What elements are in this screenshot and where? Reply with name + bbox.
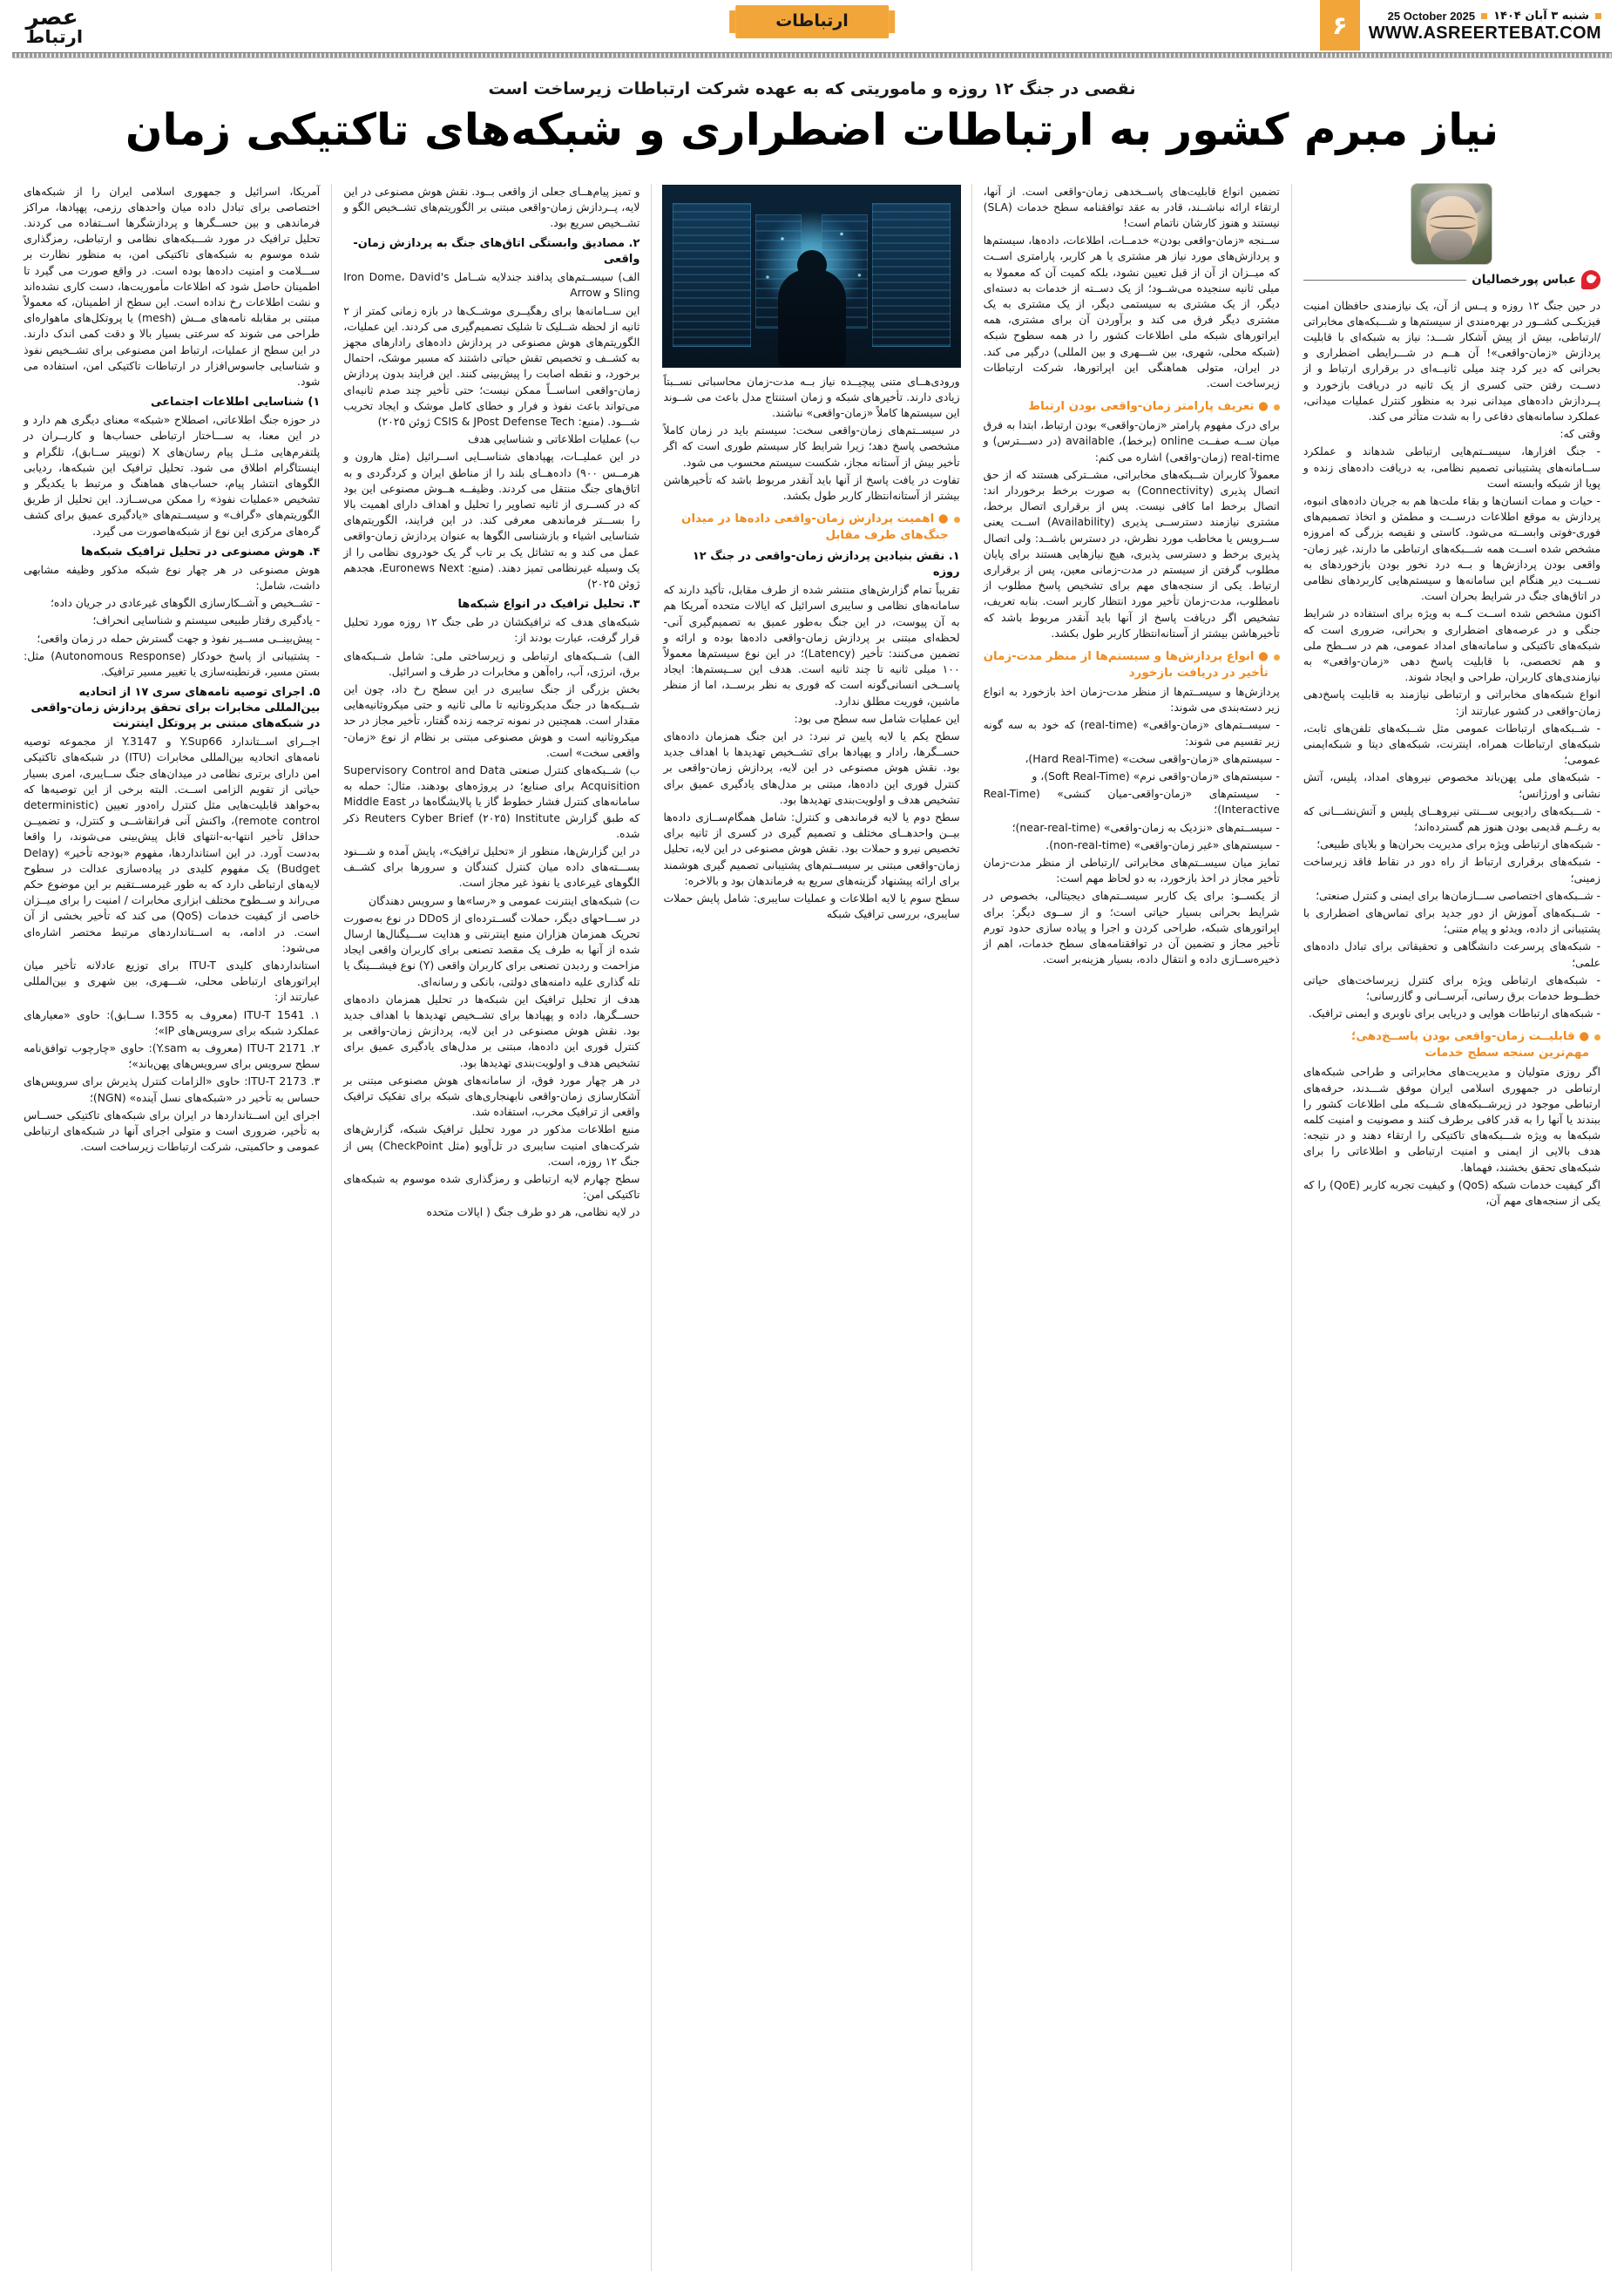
page-number: ۶ xyxy=(1320,0,1360,51)
rocket-badge-icon xyxy=(1581,270,1600,289)
paragraph: - سیستم‌های «زمان-واقعی نرم» (Soft Real-Time)، و xyxy=(1032,769,1280,783)
paragraph: در ســـاحهای دیگر، حملات گســترده‌ای از DDoS در نوع به‌صورت تحریک همزمان هزاران منبع اینترنتی و هدایت ســـیگنال‌ها ارسال شده از آنها به طرف یک مقصد تصنعی برای کاربران واقعی ایجاد مزاحمت و ردبدن تصنعی برای کاربران واقعی (Y) نوع فیشـــینگ یا تله گذاری علیه دامنه‌های دولتی، بانکی و رسانه‌ای. xyxy=(343,911,640,988)
paragraph: - حیات و ممات انسان‌ها و بقاء ملت‌ها هم به جریان داده‌های انبوه، پردازش به موقع اطلاعات درســت و مطمئن و اتخاذ تصمیم‌های فوری-فوتی وابســته می‌شود. کاستی و نقیصه بزرگی که امروزه مشخص شده اســت همه شـــبکه‌های ارتباطی ما دارند، غیر زمان-واقعی بودن پردازش‌ها و بــه درد نخور بودن بازخوردهای به نســبت دیر هنگام این سامانه‌ها و سیستم‌هایی کاربردهای نظامی در اتاق‌های جنگ در شرایط بحران است. xyxy=(1303,493,1600,603)
paragraph: بخش بزرگی از جنگ سایبری در این سطح رخ داد، چون این شــبکه‌ها در جنگ مدیکروتانیه تا مالی ثانیه و حتی میکروثانیه‌هایی مقدار است. همچنین در نمونه ترجمه زنده گفتار، تأخیر مجاز در حد میکروثانیه است و هوش مصنوعی مبتنی بر نظام از نوع «زمان-واقعی سخت» است. xyxy=(343,681,640,759)
paragraph: در لایه نظامی، هر دو طرف جنگ ( ایالات متحده xyxy=(426,1205,640,1219)
sub-heading: ۱. نقش بنیادین پردازش زمان-واقعی در جنگ ۱۲ روزه xyxy=(692,550,960,580)
column-5 xyxy=(1292,184,1612,2271)
hero-silhouette xyxy=(778,269,846,367)
article-columns xyxy=(12,184,1612,2271)
paragraph: - یادگیری رفتار طبیعی سیستم و شناسایی انحراف؛ xyxy=(92,614,321,627)
paragraph: ۲. ITU-T 2171 (معروف به Y.sam): حاوی «چارچوب توافق‌نامه سطح سرویس برای سرویس‌های پهن‌باند»؛ xyxy=(24,1041,321,1071)
paragraph: ت) شبکه‌های اینترنت عمومی و «رسا»ها و سرویس دهندگان xyxy=(368,893,640,907)
masthead-divider xyxy=(12,52,1612,58)
masthead-meta xyxy=(1360,0,1612,51)
section-heading: ● اهمیت پردازش زمان-واقعی داده‌ها در میدان جنگ‌های طرف مقابل xyxy=(663,511,959,544)
paragraph: - سیستم‌های «زمان-واقعی سخت» (Hard Real-Time)، xyxy=(1025,751,1280,765)
paragraph: - سیستم‌های «زمان-واقعی-میان کنشی» (Real-Time Interactive)؛ xyxy=(983,787,1280,817)
paragraph: - سیســتم‌های «زمان-واقعی» (real-time) که خود به سه گونه زیر تقسیم می شوند: xyxy=(983,718,1280,748)
paragraph: این عملیات شامل سه سطح می بود: xyxy=(794,711,960,725)
paragraph: از یکســو: برای یک کاربر سیســتم‌های دیجیتالی، بخصوص در شرایط بحرانی بسیار حیاتی است؛ و از ســوی دیگر: برای اپراتورهای شبکه، طراحی کردن و اجرا و پیاده سازی حدود تورم تأخیر مجاز و تضمین آن در توافقنامه‌های سطح خدمات، اهم از ذخیره‌ســازی داده و انتقال داده، بسیار هزینه‌بر است. xyxy=(983,889,1280,966)
paragraph: سطح چهارم لایه ارتباطی و رمزگذاری شده موسوم به شبکه‌های تاکتیکی امن: xyxy=(343,1172,640,1202)
paragraph: - شبکه‌های پرسرعت دانشگاهی و تحقیقاتی برای تبادل داده‌های علمی؛ xyxy=(1303,939,1600,969)
paragraph: - پیش‌بینــی مســیر نفوذ و جهت گسترش حمله در زمان واقعی؛ xyxy=(37,631,321,645)
logo-line-2: ارتباط xyxy=(25,26,84,47)
paragraph: پردازش‌ها و سیســتم‌ها از منظر مدت-زمان اخذ بازخورد به انواع زیر دسته‌بندی می شوند: xyxy=(983,684,1280,715)
square-bullet-icon xyxy=(1595,13,1601,19)
avatar-glasses xyxy=(1430,215,1476,229)
paragraph: در سیســتم‌های زمان-واقعی سخت: سیستم باید در زمان کاملاً مشخصی پاسخ دهد؛ زیرا شرایط کار سیستم طوری است که اگر تأخیر بیش از آستانه مجاز، شکست سیستم محسوب می شود. xyxy=(663,424,960,469)
paragraph: ۳. ITU-T 2173: حاوی «الزامات کنترل پذیرش برای سرویس‌های حساس به تأخیر در «شبکه‌های نسل آینده» (NGN)؛ xyxy=(24,1074,321,1104)
byline-rule xyxy=(1303,280,1466,281)
logo-line-1: عصر xyxy=(25,4,78,30)
hero-image xyxy=(663,186,959,367)
sub-heading: ۵. اجرای توصیه نامه‌های سری ۱۷ از اتحادیه بین‌المللی مخابرات برای تحقق پردازش زمان-واقعی در شبکه‌های مبتنی بر پروتکل اینترنت xyxy=(30,686,321,731)
sub-heading: ۱) شناسایی اطلاعات اجتماعی xyxy=(150,396,321,410)
paragraph: - شــبکه‌های آموزش از دور جدید برای تماس‌های اضطراری با پشتیبانی از داده، ویدئو و پیام متنی؛ xyxy=(1303,906,1600,936)
section-heading: ● قابلیــت زمان-واقعی بودن پاســخ‌دهی؛ مهم‌ترین سنجه سطح خدمات xyxy=(1303,1028,1600,1061)
paragraph: - سیستم‌های «غیر زمان-واقعی» (non-real-time). xyxy=(1045,837,1280,851)
paragraph: ۱. ITU-T 1541 (معروف به 355.I ســابق): حاوی «معیارهای عملکرد شبکه برای سرویس‌های IP»؛ xyxy=(24,1007,321,1037)
paragraph: سطح یکم یا لایه پایین تر نبرد: در این جنگ همزمان داده‌های حســگرها، رادار و پهپادها برای تشــخیص تهدیدها با اهداف جدید بود. نقش هوش مصنوعی در این لایه، پردازش زمان-واقعی بر کنترل فوری این داده‌ها، مبتنی بر مدل‌های یادگیری عمیق برای تشخیص هدف و اولویت‌بندی تهدیدها بود. xyxy=(663,729,960,806)
paragraph: - شبکه‌های برقراری ارتباط از راه دور در نقاط فاقد زیرساخت زمینی؛ xyxy=(1303,855,1600,885)
section-heading: ● انواع پردازش‌ها و سیستم‌ها از منظر مدت-زمان تأخیر در دریافت بازخورد xyxy=(984,648,1280,681)
paragraph: الف) شــبکه‌های ارتباطی و زیرساختی ملی: شامل شــبکه‌های برق، انرژی، آب، راه‌آهن و مخابرات در طرف و اسرائیل. xyxy=(343,648,640,678)
paragraph: اگر کیفیت خدمات شبکه (QoS) و کیفیت تجربه کاربر (QoE) را که یکی از سنجه‌های مهم آن، xyxy=(1303,1177,1600,1208)
paragraph: سطح دوم یا لایه فرماندهی و کنترل: شامل همگام‌ســازی داده‌ها بیــن واحدهــای مختلف و تصمیم گیری در کسری از ثانیه برای تخصیص نیرو و حملات بود. نقش هوش مصنوعی در این لایه، تحلیل زمان-واقعی مبتنی بر سیســتم‌های پشتیبانی تصمیم گیری هوشمند برای ارائه پیشنهاد گزینه‌های سریع به فرماندهان بود و بالاخره: xyxy=(663,810,960,887)
column-3 xyxy=(652,184,971,2271)
paragraph: تقریباً تمام گزارش‌های منتشر شده از طرف مقابل، تأکید دارند که سامانه‌های نظامی و سایبری اسرائیل که ایالات متحده آمریکا هم به آن پیوست، در این جنگ به‌طور عمیق به تصمیم‌گیری آنی-لحظه‌ای مبتنی بر پردازش زمان-واقعی داده‌ها بوده و ارائه و تضمین می‌کنند: تأخیر (Latency)؛ در این نوع سیستم‌ها معمولاً ۱۰۰ میلی ثانیه تا چند ثانیه است. هدف این ســیستم‌ها: ایجاد پاســخی انسانی‌گونه است که فوری به نظر برســد، اما از منظر ماشین، فوریت مطلق ندارد. xyxy=(663,583,960,708)
paragraph: هوش مصنوعی در هر چهار نوع شبکه مذکور وظیفه مشابهی داشت، شامل: xyxy=(24,562,321,592)
paragraph: - شبکه‌های ملی پهن‌باند مخصوص نیروهای امداد، پلیس، آتش نشانی و اورژانس؛ xyxy=(1303,770,1600,800)
paragraph: ب) عملیات اطلاعاتی و شناسایی هدف xyxy=(468,432,640,446)
paragraph: برای درک مفهوم پارامتر «زمان-واقعی» بودن ارتباط، ابتدا به فرق میان ســه صفــت online (برخط)، available (در دســـترس) و real-time (زمان-واقعی) اشاره می کنم: xyxy=(983,418,1280,464)
paragraph: - جنگ افزارها، سیســتم‌هایی ارتباطی شدهاند و عملکرد ســامانه‌های پشتیبانی تصمیم نظامی، به دریافت داده‌های زنده و پویا از شبکه وابسته است xyxy=(1303,444,1600,490)
masthead xyxy=(12,0,1612,51)
sub-heading: ۳. تحلیل ترافیک در انواع شبکه‌ها xyxy=(457,598,640,612)
avatar xyxy=(1411,184,1492,264)
paragraph: ب) شــبکه‌های کنترل صنعتی Supervisory Control and Data Acquisition برای صنایع؛ در پروژه‌های بودهند. مثال: حمله به سامانه‌های کنترل فشار خطوط گاز یا پالایشگاه‌ها در Middle East که طبق گزارش Reuters Cyber Brief (۲۰۲۵) Institute ذکر شده. xyxy=(343,763,640,840)
paragraph: در حین جنگ ۱۲ روزه و پــس از آن، یک نیازمندی حافظان امنیت فیزیکــی کشــور در بهره‌مندی از سیستم‌ها و شـــبکه‌های مخابراتی /ارتباطی، بیش از پیش آشکار شـــد: نیاز به شبکه‌ای با قابلیت پردازش «زمان-واقعی»! آن هــم در شـــرایطی اضطراری و بحرانی که دیر کرد چند میلی ثانیــه‌ای در برقراری ارتباط و از دســت رفتن حتی کسری از یک ثانیه در دریافت بازخورد و پــردازش داده‌های میدانی نبرد به منظور کنترل عملیات میدانی، عملکرد سامانه‌های دفاعی را به شدت متأثر می کند. xyxy=(1303,298,1600,423)
column-2 xyxy=(332,184,652,2271)
square-bullet-icon xyxy=(1481,13,1487,19)
paragraph: - شـــبکه‌های رادیویی ســـنتی نیروهــای پلیس و آتش‌نشـــانی که به رغــم قدیمی بودن هنوز هم گسترده‌اند؛ xyxy=(1303,803,1600,833)
masthead-right xyxy=(1320,0,1612,51)
paragraph: تمایز میان سیســتم‌های مخابراتی /ارتباطی از منظر مدت-زمان تأخیر مجاز در اخذ بازخورد، به دو لحاظ مهم است: xyxy=(983,856,1280,885)
paragraph: سطح سوم یا لایه اطلاعات و عملیات سایبری: شامل پایش حملات سایبری، بررسی ترافیک شبکه xyxy=(663,891,960,921)
paragraph: شبکه‌های هدف که ترافیکشان در طی جنگ ۱۲ روزه مورد تحلیل قرار گرفت، عبارت بودند از: xyxy=(343,615,640,645)
paragraph: - تشــخیص و آشــکارسازی الگوهای غیرعادی در جریان داده؛ xyxy=(50,596,321,610)
article-kicker: نقصی در جنگ ۱۲ روزه و ماموریتی که به عهده شرکت ارتباطات زیرساخت است xyxy=(488,79,1136,98)
avatar-beard xyxy=(1431,230,1472,261)
paragraph: در این عملیــات، پهپادهای شناســایی اســرائیل (مثل هارون و هرمــس ۹۰۰) داده‌هــای بلند را از مناطق ایران و کردگردی و به اتاق‌های جنگ منتقل می کردند. وظیفــه هــوش مصنوعی این بود که در کســری از ثانیه تصاویر را تحلیل و اهداف دارای اهمیت بالا را بســـتر فرماندهی معرفی کند. در این فرایند، الگوریتم‌های شناسایی اشیاء و بازشناسی الگوها به عنوان پردازش زمان-واقعی عمل می کند و به تشاثل یک بر تاب گر یک خودروی نظامی را از یک وسیله غیرنظامی تمیز دهند. (منبع: Euronews Next، هجدهم ژوئن ۲۰۲۵) xyxy=(343,450,640,590)
paragraph: ســنجه «زمان-واقعی بودن» خدمــات، اطلاعات، داده‌ها، سیستم‌ها و پردازش‌های مورد نیاز هر مشتری یا هر کاربر، پارامتری اســت که میــزان از آن از قبل تعیین نشود، بلکه کمیت آن که معمولا به میلی ثانیه سنجیده می‌شــود؛ از یک دســته از خدمات به دسته‌ای دیگر، از یک مشتری به سیستمی دیگر، از یک مشتری به یک مشتری دیگر فرق می کند و برآوردن آن برای مشتری، همه ایراتورهای شبکه ملی اطلاعات کشور را در همه سطوح شبکه (شبکه محلی، شهری، بین شـــهری و بین المللی) درگیر می کند. در ایران، متولی هماهنگی این اپراتورها، شرکت ارتباطات زیرساخت است. xyxy=(983,234,1280,390)
paragraph: اکنون مشخص شده اســت کــه به ویژه برای استفاده در شرایط جنگی و در عرصه‌های اضطراری و بحرانی، ضروری است که شبکه‌های تاکتیکی و سامانه‌های امداد عمومی، هم در ســطح ملی و هم تخصصی، با قابلیت پاسخ دهی «زمان-واقعی» به نیازمندی‌های کاربران، طراحی و ایجاد شوند. xyxy=(1303,607,1600,684)
column-1 xyxy=(12,184,332,2271)
paragraph: - شبکه‌های ارتباطی ویژه برای مدیریت بحران‌ها و بلایای طبیعی؛ xyxy=(1316,837,1600,851)
author-name: عباس پورخصالیان xyxy=(1472,272,1576,287)
section-heading: ● تعریف پارامتر زمان-واقعی بودن ارتباط xyxy=(984,398,1280,415)
paragraph: تضمین انواع قابلیت‌های پاســخدهی زمان-واقعی است. از آنها، ارتقاء ارائه نباشــند، قادر به عقد توافقنامه سطح خدمات (SLA) نیستند و هنوز کارشان ناتمام است! xyxy=(983,184,1280,229)
paragraph: معمولاً کاربران شــبکه‌های مخابراتی، مشــترکی هستند که از حق اتصال پذیری (Connectivity) به صورت برخط برخوردار اند: اتصال برخط اما کافی نیست. پس از برقراری اتصال برخط، مشتری نیازمند دسترســی پذیری (Availability) اســت یعنی ســرویس یا مخاطب مورد نظرش، در دسترس باشــد: ولی اتصال پذیری برخط و دسترسی پذیری، هیچ نیازهایی هستند برای پایان مطلوب گرفتن از سیستم در مدت-زمانی معین، پس از برقراری ارتباط. یکی از سنجه‌های مهم برای تشخیص پاسخ مطلوب از نامطلوب، مدت-زمان تأخیر مورد انتظار کاربر است. بنابه تعریف، تشخیص اگر دریافت پاسخ از آنها باید آنقدر مربوط باشد که تأخیرهاشن بیشتر از آستانه‌انتظار کاربر طول بکشد. xyxy=(983,467,1280,640)
paragraph: - شبکه‌های ارتباطات هوایی و دریایی برای ناوبری و ایمنی ترافیک. xyxy=(1309,1007,1600,1020)
paragraph: هدف از تحلیل ترافیک این شبکه‌ها در تحلیل همزمان داده‌های حســگرها، داده و پهپادها برای تشــخیص تهدیدها با اهداف جدید بود. نقش هوش مصنوعی در این لایه، پردازش زمان-واقعی بر کنترل فوری این داده‌ها، مبتنی بر مدل‌های یادگیری عمیق برای تشخیص هدف و اولویت‌بندی تهدیدها بود. xyxy=(343,992,640,1069)
paragraph: تفاوت در یافت پاسخ از آنها باید آنقدر مربوط باشد که تأخیرهاشن بیشتر از آستانه‌انتظار کاربر طول بکشد. xyxy=(663,472,960,502)
paragraph: و تمیز پیام‌هــای جعلی از واقعی بــود. نقش هوش مصنوعی در این لایه، پــردازش زمان-واقعی مبتنی بر الگوریتم‌های تشــخیص الگو و تشــخیص سریع بود. xyxy=(343,184,640,229)
paragraph: الف) سیســتم‌های پدافند جندلایه شــامل Iron Dome، David's Sling و Arrow xyxy=(343,270,640,300)
date-row xyxy=(1369,10,1601,23)
paragraph: اجــرای اســتاندارد Y.Sup66 و Y.3147 از مجموعه توصیه نامه‌های اتحادیه بین‌المللی مخابرات (ITU) در شبکه‌های تاکتیکی امن دارای برتری نظامی در میدان‌های جنگ ســایبری، امری بسیار حیاتی از تقویم الزامی اســت. البته برخی از این توصیه‌ها که به‌خواهد قابلیت‌هایی مثل کنترل راه‌دور تعیین (deterministic remote control)، واکنش آنی فرانقاشــی و کنترل، و تضمیــن حداقل تأخیر انتها-به-انتهای قابل پیش‌بینی می‌شوند، را واقعا به‌دست آورد. در این استانداردها، مفهوم «بودجه تأخیر» (Delay Budget) یک مفهوم کلیدی در پیاده‌سازی عدالت در سطوح لایه‌های ارتباطی دارد که به طور غیرمســتقیم بر این موضوع حکم می‌راند و ســطوح مختلف ابزاری مخابرات / امنیت را برای میــزان خاصی از کیفیت خدمات (QoS) می کند که تأخیر بخشی از آن است. در ادامه، به اســتانداردهای مرتبط مختصر اشاره‌ای می‌شود: xyxy=(24,735,321,954)
paragraph: وقتی که: xyxy=(1560,427,1600,441)
author-byline xyxy=(1303,270,1600,289)
paragraph: - شبکه‌های ارتباطی ویژه برای کنترل زیرساخت‌های حیاتی خطــوط خدمات برق رسانی، آبرســانی و گازرسانی؛ xyxy=(1303,973,1600,1003)
paragraph: - پشتیبانی از پاسخ خودکار (Autonomous Response) مثل: بستن مسیر، قرنطینه‌سازی یا تغییر مسیر ترافیک. xyxy=(24,648,321,678)
section-tag[interactable]: ارتباطات xyxy=(735,5,889,38)
paragraph: آمریکا، اسرائیل و جمهوری اسلامی ایران را از شبکه‌های اختصاصی برای تبادل داده میان واحدهای رزمی، پهپادها، مراکز فرماندهی و بین حســگرها و پردازشگرها اســتفاده می کردند. تحلیل ترافیک در مورد شـــبکه‌های نظامی و ارتباطی، رمزگذاری شده موسوم به شبکه‌های تاکتیکی امن، به منظور نظارت بر ســـلامت و امنیت داده‌ها بوده است. در واقع صورت می گیرد تا اطمینان حاصل شود که اطلاعات مأموریت‌ها، دست کاری نشده‌اند و نشت اطلاعات رخ نداده است. این سطح از اطمینان، که معمولاً مبتنی بر مقابله نامه‌های مــش (mesh) یا پروتکل‌های ماهواره‌ای طراحی می شوند که سرعتی بسیار بالا و دقت کمی اندک دارند. در این سطح از عملیات، ارتباط امن مصنوعی برای تشــخیص نفوذ و شناسایی جاسوس‌افزار در ارتباطات تاکتیکی امن، استفاده می شود. xyxy=(24,184,321,388)
newspaper-logo[interactable] xyxy=(25,3,112,49)
paragraph: در هر چهار مورد فوق، از سامانه‌های هوش مصنوعی مبتنی بر آشکارسازی زمان-واقعی نابهنجاری‌های شبکه برای تفکیک ترافیک واقعی از ترافیک مخرب، استفاده شد. xyxy=(343,1073,640,1119)
paragraph: - شــبکه‌های اختصاصی ســـازمان‌ها برای ایمنی و کنترل صنعتی؛ xyxy=(1316,888,1600,902)
paragraph: این ســامانه‌ها برای رهگیــری موشــک‌ها در بازه زمانی کمتر از ۲ ثانیه از لحظه شــلیک تا شلیک تصمیم‌گیری می کردند. این عملیات، الگوریتم‌های هوش مصنوعی در پردازش داده‌های رادارهای مجهز به کشــف و تخصیص تقش حیاتی داشتند که مسیر موشک، احتمال برخورد، و نقطه اصابت را پیش‌بینی کنند. این فرایند بدون پردازش زمان-واقعی اساســاً ممکن نیست؛ حتی تأخیر چند صدم ثانیه‌ای می‌تواند باعث نفوذ و فرار و خطای کامل موشک و ایجاد تخریب شـــود. (منبع: CSIS & JPost Defense Tech ژوئن ۲۰۲۵) xyxy=(343,303,640,428)
paragraph: ورودی‌هــای متنی پیچیــده نیاز بــه مدت-زمان محاسباتی نســبتاً زیادی دارند. تأخیرهای شبکه و زمان استنتاج مدل باعث می شــوند این سیستم‌ها کاملاً «زمان-واقعی» نباشند. xyxy=(663,374,960,419)
page-title: نیاز مبرم کشور به ارتباطات اضطراری و شبکه‌های تاکتیکی زمان xyxy=(125,105,1499,155)
paragraph: در این گزارش‌ها، منظور از «تحلیل ترافیک»، پایش آمده و شـــنود بســـته‌های داده میان کنترل کنندگان و سرورها برای کشــف الگوهای غیرعادی یا نفوذ غیر مجاز است. xyxy=(343,844,640,890)
date-fa: شنبه ۳ آبان ۱۴۰۴ xyxy=(1493,10,1589,23)
paragraph: در حوزه جنگ اطلاعاتی، اصطلاح «شبکه» معنای دیگری هم دارد و در این معنا، به ســـاختار ارتباطی حساب‌ها و کاربــران در پلتفرم‌هایی مثــل پیام رسان‌های X (توییتر ســابق)، تلگرام و اینستاگرام اطلاق می شود. تحلیل ترافیک این شبکه‌ها، ردیابی الگوهای انتشار پیام، حساب‌های هماهنگ و مرتبط با یکدیگر و تشخیص «عملیات نفوذ» را ممکن می‌ســازد. این تحلیل از طریق الگوریتم‌های «گراف» و سیســتم‌های «یادگیری عمیق برای کشف گره‌های مرکزی این نوع از شبکه‌هاصورت می گیرد. xyxy=(24,413,321,538)
column-4 xyxy=(972,184,1292,2271)
paragraph: - سیســتم‌های «نزدیک به زمان-واقعی» (near-real-time)؛ xyxy=(1012,820,1280,834)
paragraph: استانداردهای کلیدی ITU-T برای توزیع عادلانه تأخیر میان اپراتورهای ارتباطی محلی، شـــهری، بین شهری و بین‌المللی عبارتند از: xyxy=(24,959,321,1004)
date-en: 25 October 2025 xyxy=(1387,10,1476,23)
sub-heading: ۴. هوش مصنوعی در تحلیل ترافیک شبکه‌ها xyxy=(81,545,321,559)
paragraph: انواع شبکه‌های مخابراتی و ارتباطی نیازمند به قابلیت پاسخ‌دهی زمان-واقعی در کشور عبارتند از: xyxy=(1303,688,1600,717)
paragraph: منبع اطلاعات مذکور در مورد تحلیل ترافیک شبکه، گزارش‌های شرکت‌های امنیت سایبری در تل‌آویو (مثل CheckPoint) پس از جنگ ۱۲ روزه، است. xyxy=(343,1122,640,1168)
paragraph: اگر روزی متولیان و مدیریت‌های مخابراتی و طراحی شبکه‌های ارتباطی در جمهوری اسلامی ایران موفق شـــدند، حرفه‌های ارتباطی موجود در زیرشــبکه‌های شــبکه ملی اطلاعات کشور را ببندند یا آنها را به قدر کافی برطرف کنند و مصونیت و امنیت کلمه شبکه‌ها به ویژه شـــبکه‌های تاکتیکی را ارتقاء دهند و در نتیجه: هدف بالایی از ایمنی و امنیت ارتباطی و اطلاعاتی را برای شبکه‌های تحقق بخشند، فهماها. xyxy=(1303,1065,1600,1174)
paragraph: - شــبکه‌های ارتباطات عمومی مثل شــبکه‌های تلفن‌های ثابت، شبکه‌های ارتباطات همراه، اینترنت، شبکه‌های دیتا و شبکه‌ایمنی عمومی؛ xyxy=(1303,721,1600,767)
sub-heading: ۲. مصادیق وابستگی اتاق‌های جنگ به پردازش زمان-واقعی xyxy=(353,237,640,267)
website-url[interactable]: WWW.ASREERTEBAT.COM xyxy=(1368,24,1601,43)
paragraph: اجرای این اســتانداردها در ایران برای شبکه‌های تاکتیکی حســاس به تأخیر، ضروری است و متولی اجرای آنها در شبکه‌های ارتباطی عمومی و حاکمیتی، شرکت ارتباطات زیرساخت است. xyxy=(24,1108,321,1154)
author-block xyxy=(1303,184,1600,289)
